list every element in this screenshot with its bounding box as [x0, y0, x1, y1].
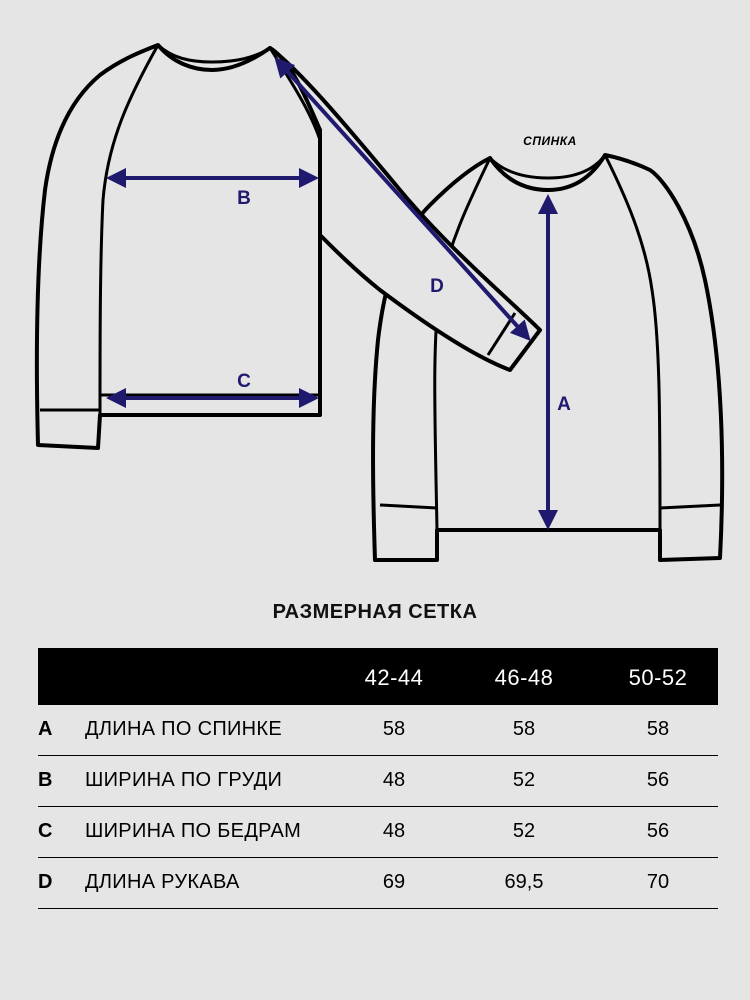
size-table — [38, 648, 718, 909]
row-value: 56 — [646, 769, 670, 791]
row-value: 69 — [382, 871, 406, 893]
marker-b: B — [237, 188, 251, 209]
row-value: 58 — [382, 718, 406, 740]
marker-d: D — [430, 276, 444, 297]
row-letter: B — [38, 769, 53, 791]
row-value: 48 — [382, 820, 406, 842]
row-value: 56 — [646, 820, 670, 842]
row-letter: D — [38, 871, 53, 893]
marker-a: A — [557, 394, 571, 415]
row-label: ДЛИНА ПО СПИНКЕ — [85, 718, 282, 740]
row-value: 58 — [512, 718, 536, 740]
header-size-1: 42-44 — [364, 665, 424, 690]
row-value: 70 — [646, 871, 670, 893]
size-chart-title: РАЗМЕРНАЯ СЕТКА — [272, 601, 478, 623]
row-value: 69,5 — [504, 871, 544, 893]
row-label: ШИРИНА ПО ГРУДИ — [85, 769, 283, 791]
row-letter: A — [38, 718, 53, 740]
row-value: 48 — [382, 769, 406, 791]
header-size-2: 46-48 — [494, 665, 554, 690]
table-row — [38, 756, 718, 807]
row-value: 52 — [512, 769, 536, 791]
size-table-header — [38, 648, 718, 705]
row-label: ДЛИНА РУКАВА — [85, 871, 240, 893]
row-value: 58 — [646, 718, 670, 740]
table-row — [38, 807, 718, 858]
row-label: ШИРИНА ПО БЕДРАМ — [85, 820, 302, 842]
back-view-label: СПИНКА — [523, 134, 577, 148]
row-value: 52 — [512, 820, 536, 842]
header-size-3: 50-52 — [628, 665, 688, 690]
table-row — [38, 705, 718, 756]
row-letter: C — [38, 820, 53, 842]
marker-c: C — [237, 371, 251, 392]
table-row — [38, 858, 718, 909]
